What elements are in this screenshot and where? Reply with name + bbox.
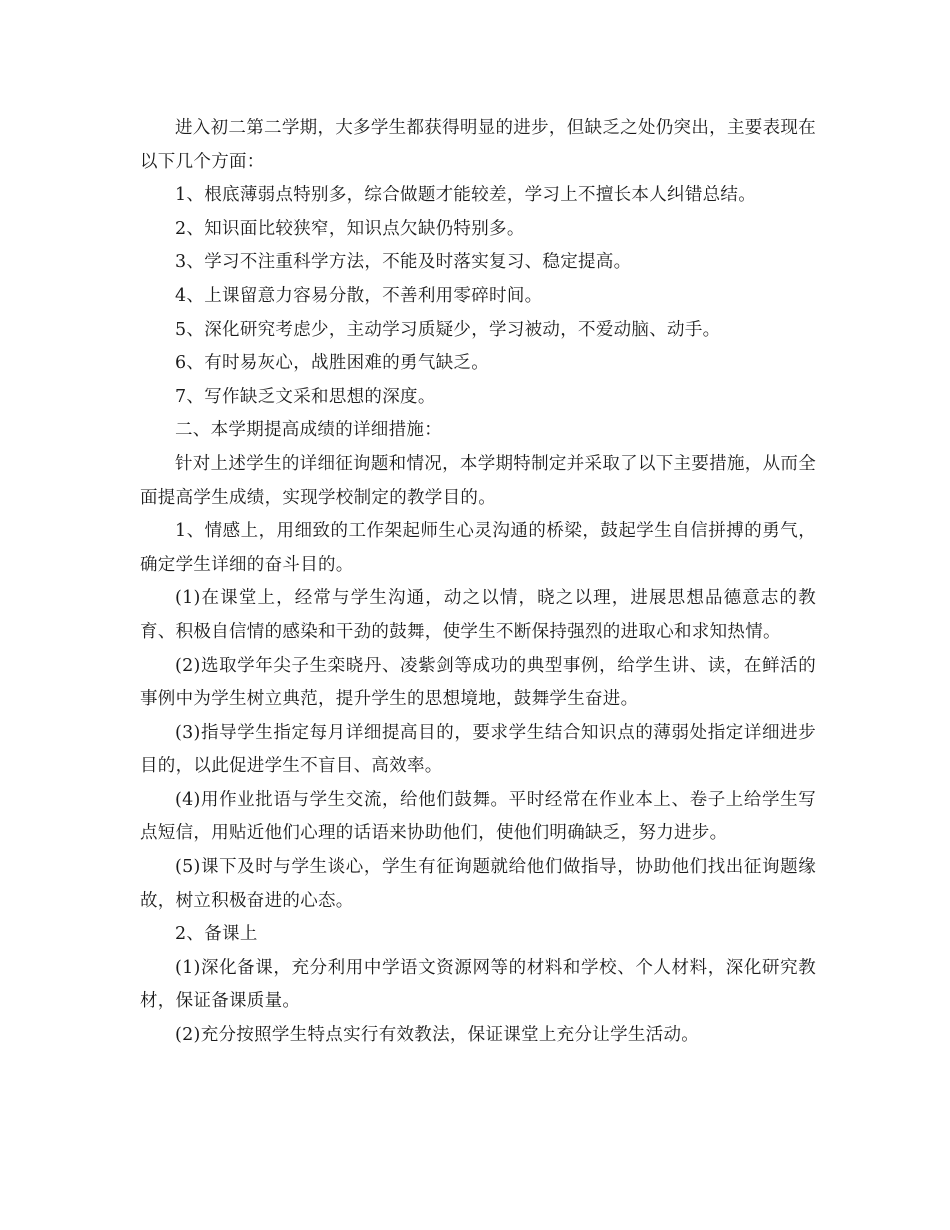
paragraph-measure-lesson-prep: 2、备课上: [175, 924, 258, 945]
paragraph-subitem-4: (4)用作业批语与学生交流，给他们鼓舞。平时经常在作业本上、卷子上给学生写点短信，用贴近他们心理的话语来协助他们，使他们明确缺乏，努力进步。: [140, 789, 816, 844]
paragraph-subitem-2: (2)选取学年尖子生栾晓丹、凌紫剑等成功的典型事例，给学生讲、读，在鲜活的事例中为学生树立典范，提升学生的思想境地，鼓舞学生奋进。: [140, 655, 816, 710]
paragraph-item-5: 5、深化研究考虑少，主动学习质疑少，学习被动，不爱动脑、动手。: [175, 319, 721, 340]
paragraph-item-1: 1、根底薄弱点特别多，综合做题才能较差，学习上不擅长本人纠错总结。: [175, 185, 757, 206]
paragraph-measure-emotion: 1、情感上，用细致的工作架起师生心灵沟通的桥梁，鼓起学生自信拼搏的勇气，确定学生详细的奋斗目的。: [140, 521, 816, 575]
paragraph-prep-subitem-2: (2)充分按照学生特点实行有效教法，保证课堂上充分让学生活动。: [175, 1025, 700, 1046]
paragraph-item-4: 4、上课留意力容易分散，不善利用零碎时间。: [175, 285, 543, 306]
paragraph-intro: 进入初二第二学期，大多学生都获得明显的进步，但缺乏之处仍突出，主要表现在以下几个方面：: [140, 118, 816, 172]
paragraph-item-3: 3、学习不注重科学方法，不能及时落实复习、稳定提高。: [175, 252, 632, 273]
paragraph-subitem-5: (5)课下及时与学生谈心，学生有征询题就给他们做指导，协助他们找出征询题缘故，树立积极奋进的心态。: [140, 857, 816, 911]
paragraph-subitem-3: (3)指导学生指定每月详细提高目的，要求学生结合知识点的薄弱处指定详细进步目的，以此促进学生不盲目、高效率。: [140, 722, 816, 777]
paragraph-item-7: 7、写作缺乏文采和思想的深度。: [175, 386, 436, 407]
paragraph-item-6: 6、有时易灰心，战胜困难的勇气缺乏。: [175, 353, 490, 374]
paragraph-measures-intro: 针对上述学生的详细征询题和情况，本学期特制定并采取了以下主要措施，从而全面提高学生成绩，实现学校制定的教学目的。: [140, 453, 816, 508]
paragraph-prep-subitem-1: (1)深化备课，充分利用中学语文资源网等的材料和学校、个人材料，深化研究教材，保证备课质量。: [140, 957, 816, 1012]
document-body: [140, 112, 816, 1053]
section-heading-measures: 二、本学期提高成绩的详细措施：: [175, 420, 442, 441]
paragraph-subitem-1: (1)在课堂上，经常与学生沟通，动之以情，晓之以理，进展思想品德意志的教育、积极自信情的感染和干劲的鼓舞，使学生不断保持强烈的进取心和求知热情。: [140, 588, 816, 642]
paragraph-item-2: 2、知识面比较狭窄，知识点欠缺仍特别多。: [175, 218, 525, 239]
